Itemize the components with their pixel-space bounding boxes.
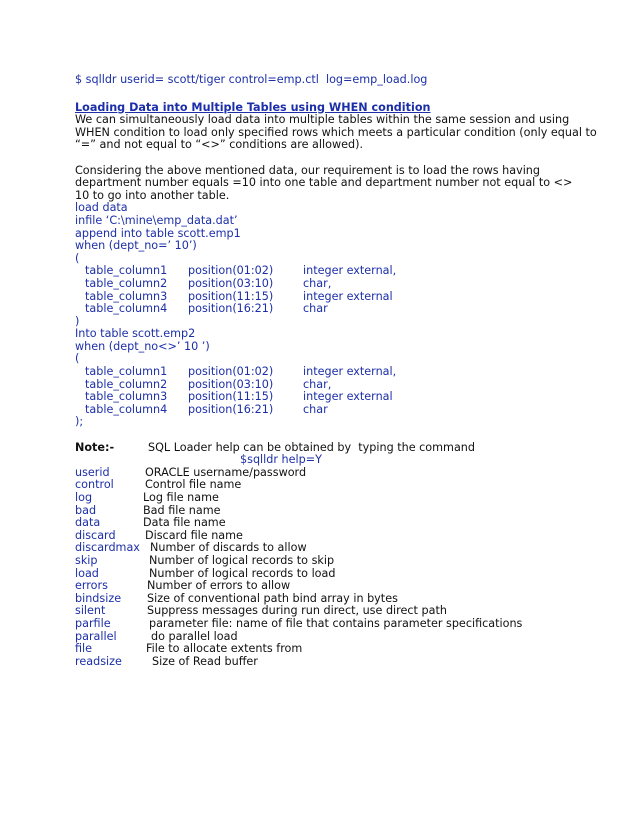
column-type: integer external bbox=[303, 390, 393, 404]
option-key: parfile bbox=[75, 616, 111, 630]
code-line: append into table scott.emp1 bbox=[75, 226, 241, 240]
help-command: $sqlldr help=Y bbox=[240, 453, 322, 467]
column-position: position(03:10) bbox=[188, 276, 274, 290]
option-description: Log file name bbox=[143, 491, 219, 504]
option-key: silent bbox=[75, 604, 106, 618]
sqlldr-command-line: $ sqlldr userid= scott/tiger control=emp.ctl log=emp_load.log bbox=[75, 73, 428, 86]
option-description: File to allocate extents from bbox=[146, 642, 303, 656]
column-spec-row bbox=[75, 391, 615, 404]
code-line: ); bbox=[75, 415, 84, 429]
option-row-log bbox=[75, 492, 615, 505]
option-description: Bad file name bbox=[143, 503, 221, 517]
option-key: bindsize bbox=[75, 591, 122, 605]
option-key: userid bbox=[75, 465, 110, 479]
section-heading: Loading Data into Multiple Tables using WHEN condition bbox=[75, 100, 431, 114]
option-key: discard bbox=[75, 528, 116, 542]
option-description: parameter file: name of file that contains parameter specifications bbox=[149, 616, 523, 630]
code-line: ( bbox=[75, 251, 80, 265]
option-description: Data file name bbox=[143, 516, 226, 530]
option-key: errors bbox=[75, 579, 108, 593]
column-name: table_column3 bbox=[85, 289, 168, 303]
note-label: Note:- bbox=[75, 440, 115, 454]
column-type: integer external, bbox=[303, 365, 397, 379]
column-name: table_column2 bbox=[85, 377, 168, 391]
column-type: char bbox=[303, 302, 328, 316]
note-line bbox=[75, 442, 615, 455]
intro-paragraph bbox=[75, 114, 615, 152]
requirement-line: 10 to go into another table. bbox=[75, 188, 230, 202]
column-type: char, bbox=[303, 276, 332, 290]
document-page bbox=[75, 74, 615, 668]
options-list bbox=[75, 467, 615, 669]
code-line: when (dept_no<>’ 10 ’) bbox=[75, 339, 210, 353]
option-description: Number of errors to allow bbox=[147, 579, 291, 593]
option-description: Discard file name bbox=[145, 528, 243, 542]
option-key: control bbox=[75, 478, 114, 492]
column-type: char, bbox=[303, 377, 332, 391]
option-key: skip bbox=[75, 553, 98, 567]
column-position: position(11:15) bbox=[188, 289, 274, 303]
control-file-code bbox=[75, 202, 615, 429]
code-line: when (dept_no=’ 10’) bbox=[75, 239, 197, 253]
option-key: log bbox=[75, 491, 93, 504]
option-description: Control file name bbox=[145, 478, 242, 492]
column-spec-row bbox=[75, 366, 615, 379]
column-spec-row bbox=[75, 278, 615, 291]
column-name: table_column1 bbox=[85, 264, 168, 278]
option-row-skip bbox=[75, 555, 615, 568]
spacer bbox=[75, 429, 615, 442]
option-key: discardmax bbox=[75, 541, 140, 555]
option-description: Size of Read buffer bbox=[152, 654, 258, 668]
option-description: Number of logical records to load bbox=[149, 566, 336, 580]
option-description: Number of logical records to skip bbox=[149, 553, 335, 567]
intro-line: WHEN condition to load only specified rows which meets a particular condition (only equal to bbox=[75, 125, 597, 139]
option-description: Number of discards to allow bbox=[150, 541, 307, 555]
option-row-readsize bbox=[75, 656, 615, 669]
option-key: data bbox=[75, 516, 101, 530]
note-text: SQL Loader help can be obtained by typing the command bbox=[148, 440, 475, 454]
column-name: table_column1 bbox=[85, 365, 168, 379]
option-row-errors bbox=[75, 580, 615, 593]
option-key: bad bbox=[75, 503, 97, 517]
column-position: position(16:21) bbox=[188, 302, 274, 316]
spacer bbox=[75, 152, 615, 165]
code-line: Into table scott.emp2 bbox=[75, 327, 196, 341]
option-description: do parallel load bbox=[151, 629, 238, 643]
column-name: table_column4 bbox=[85, 402, 168, 416]
column-type: integer external, bbox=[303, 264, 397, 278]
option-description: Suppress messages during run direct, use direct path bbox=[147, 604, 447, 618]
option-description: ORACLE username/password bbox=[145, 465, 307, 479]
option-key: load bbox=[75, 566, 99, 580]
code-line: load data bbox=[75, 201, 128, 215]
option-row-data bbox=[75, 517, 615, 530]
column-spec-row bbox=[75, 303, 615, 316]
column-spec-row bbox=[75, 404, 615, 417]
requirement-paragraph bbox=[75, 165, 615, 203]
requirement-line: department number equals =10 into one table and department number not equal to <> bbox=[75, 176, 573, 190]
column-type: char bbox=[303, 402, 328, 416]
column-name: table_column3 bbox=[85, 390, 168, 404]
column-name: table_column2 bbox=[85, 276, 168, 290]
column-position: position(11:15) bbox=[188, 390, 274, 404]
column-position: position(01:02) bbox=[188, 365, 274, 379]
column-type: integer external bbox=[303, 289, 393, 303]
requirement-line: Considering the above mentioned data, our requirement is to load the rows having bbox=[75, 163, 540, 177]
code-line: infile ‘C:\mine\emp_data.dat’ bbox=[75, 213, 238, 227]
option-key: parallel bbox=[75, 629, 117, 643]
intro-line: We can simultaneously load data into multiple tables within the same session and using bbox=[75, 113, 570, 127]
option-key: file bbox=[75, 642, 93, 656]
column-name: table_column4 bbox=[85, 302, 168, 316]
option-key: readsize bbox=[75, 654, 122, 668]
option-description: Size of conventional path bind array in bytes bbox=[147, 591, 398, 605]
intro-line: “=” and not equal to “<>” conditions are allowed). bbox=[75, 138, 364, 152]
option-row-file bbox=[75, 643, 615, 656]
column-position: position(01:02) bbox=[188, 264, 274, 278]
column-position: position(03:10) bbox=[188, 377, 274, 391]
code-line: ) bbox=[75, 314, 80, 328]
code-line: ( bbox=[75, 352, 80, 366]
option-row-parfile bbox=[75, 618, 615, 631]
column-position: position(16:21) bbox=[188, 402, 274, 416]
